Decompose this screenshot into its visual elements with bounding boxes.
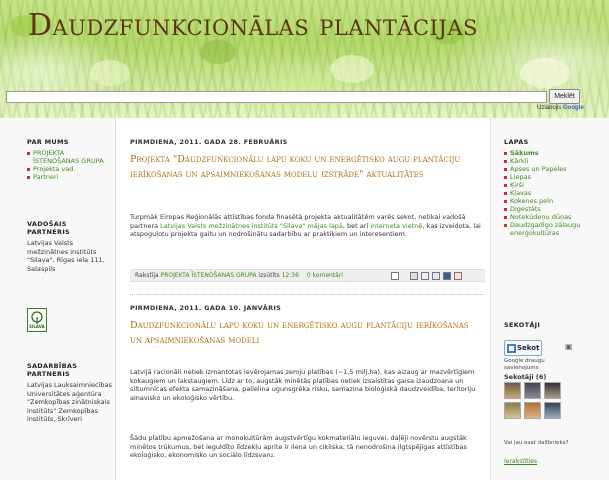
footer-comments-link[interactable]: 0 komentāri xyxy=(306,272,343,279)
about-title: PAR MUMS xyxy=(27,138,69,146)
page-link-home[interactable]: Sākums xyxy=(504,149,604,157)
leaf-decoration xyxy=(90,60,130,86)
left-sidebar xyxy=(0,118,116,480)
post-body-link[interactable]: interneta vietnē xyxy=(370,221,423,230)
post-body-text: , bet arī xyxy=(342,221,371,230)
footer-mid: izsūtīts xyxy=(258,272,280,279)
follow-button[interactable] xyxy=(504,340,542,356)
site-title[interactable]: Daudzfunkcionālas plantācijas xyxy=(28,8,478,43)
footer-time-link[interactable]: 12:36 xyxy=(281,272,299,279)
partners-section xyxy=(27,362,112,424)
post-body-text: Turpmāk Eiropas Reģionālās attīstības fonda finasētā projekta aktualitātēm varēs sekot, netikai vadošā partnera xyxy=(130,213,466,230)
search-button[interactable]: Meklēt xyxy=(549,89,580,104)
page-link-maples[interactable]: Kļavas xyxy=(504,189,604,197)
follow-label: Sekot xyxy=(517,344,540,352)
footer-prefix: Rakstīja xyxy=(135,272,159,279)
leaf-decoration xyxy=(200,40,236,64)
partners-text: Latvijas Lauksaimniecības Universitātes aģentūra "Zemkopības zinātniskais institūts" Zemkopības institūts, Skrīveri xyxy=(27,381,112,423)
about-section xyxy=(27,138,112,181)
pages-section xyxy=(504,138,604,237)
post-date: PIRMDIENA, 2011. GADA 28. FEBRUĀRIS xyxy=(130,138,288,146)
page-link-willows[interactable]: Kārkli xyxy=(504,157,604,165)
footer-author-link[interactable]: PROJEKTA ĪSTENOŠANAS GRUPA xyxy=(160,272,257,279)
follow-caption: Google draugu savienojums xyxy=(504,358,545,371)
share-email-icon[interactable] xyxy=(421,272,429,280)
follower-avatar[interactable] xyxy=(544,402,561,419)
post-title[interactable]: Daudzfunkcionālu lapu koku un enerģētisko augu plantāciju ierīkošanas un apsaimniekošanas modeļi xyxy=(130,320,469,346)
sign-in-link[interactable]: Ierakstīties xyxy=(504,458,538,465)
right-sidebar xyxy=(490,118,609,480)
about-item-manager[interactable]: Projekta vad. xyxy=(27,165,112,173)
followers-count: Sekotāji (6) xyxy=(504,373,547,381)
post-paragraph: Šādu platību apmežošana ar monokultūrām augstvērtīgu kokmateriālu ieguvei, daļēji novērstu augstāk minētos trūkumus, bet ieguldīto līdzekļu aprite ir ilena un cikliska, tā nenodrošina ilgtspējīgas attīstības ekoloģisko, ekonomisko un sociālo līdzsvaru. xyxy=(130,434,467,459)
about-item-group[interactable]: PROJEKTA ĪSTENOŠANAS GRUPA xyxy=(27,149,112,165)
pages-title: LAPAS xyxy=(504,138,529,146)
buzz-icon[interactable] xyxy=(454,272,462,280)
partners-title: SADARBĪBAS PARTNERIS xyxy=(27,362,78,378)
follower-avatar[interactable] xyxy=(544,382,561,399)
leaf-decoration xyxy=(330,55,374,83)
post-divider xyxy=(130,294,485,295)
post-paragraph: Latvijā racionāli netiek izmantotas ievērojamas zemju platības (~1,5 milj.ha), kas aizaug ar mazvērtīgiem kokaugiem un lakstaugiem. Līdz ar to, augstāk minētās platības netiek izsaistītas gaisa izaudzoana un siltumnīcas efekta samazināšana, palielina ugunsgrēka risku, samazina bioloģiskā daudzveidība, teritoriju ainavisko un ekoloģisko vērtību. xyxy=(130,368,476,402)
member-question: Vai jau esat dalībnieks? xyxy=(504,440,569,446)
follower-avatar[interactable] xyxy=(504,402,521,419)
page-link-lindens[interactable]: Liepas xyxy=(504,173,604,181)
google-logo-text: Google xyxy=(563,105,584,111)
page-link-cherries[interactable]: Ķirši xyxy=(504,181,604,189)
blog-this-icon[interactable] xyxy=(410,272,418,280)
page-link-grasses[interactable]: Daudzgadīgo zālaugu enerģokultūras xyxy=(504,221,604,237)
leaf-decoration xyxy=(520,58,570,88)
header-banner xyxy=(0,0,609,118)
post-body-text: , kas izveidota, lai atspoguļotu projekta gaitu un nodrošinātu sadarbību ar praktiķiem un interesentiem. xyxy=(130,221,481,238)
pages-list xyxy=(504,149,604,237)
follower-avatar[interactable] xyxy=(524,382,541,399)
widget-corner-icon[interactable]: ▣ xyxy=(565,342,573,351)
about-list xyxy=(27,149,112,181)
post-date: PIRMDIENA, 2011. GADA 10. JANVĀRIS xyxy=(130,304,282,312)
post-body-link[interactable]: Latvijas Valsts mežzinātnes institūts "Silava" mājas lapā xyxy=(160,221,343,230)
page-link-aspens[interactable]: Apses un Papeles xyxy=(504,165,604,173)
follower-avatar[interactable] xyxy=(504,382,521,399)
page-link-sludge[interactable]: Notekūdeņu dūņas xyxy=(504,213,604,221)
lead-partner-text: Latvijas Valsts mežzinātnes institūts "Silava", Rīgas iela 111, Salaspils xyxy=(27,239,105,273)
powered-by xyxy=(537,105,584,111)
silava-logo[interactable] xyxy=(27,308,47,332)
post-title[interactable]: Projekta "Daudzfunkcionālu lapu koku un enerģētisko augu plantāciju ierīkošanas un apsaimniekošanas modeļu izstrāde" aktualitātes xyxy=(130,154,461,180)
main-content xyxy=(117,118,489,480)
page-link-wood-ash[interactable]: Kokenes peln xyxy=(504,197,604,205)
page-link-digestate[interactable]: Digestāts xyxy=(504,205,604,213)
logo-label: SILAVA xyxy=(29,324,45,329)
search-input[interactable] xyxy=(6,91,547,103)
powered-prefix: Uzlabojis xyxy=(537,105,562,111)
post-body xyxy=(130,213,485,239)
follower-avatar[interactable] xyxy=(524,402,541,419)
google-friend-icon xyxy=(507,344,516,353)
post-footer xyxy=(130,269,485,282)
about-item-partners[interactable]: Partneri xyxy=(27,173,112,181)
twitter-icon[interactable] xyxy=(432,272,440,280)
followers-title: SEKOTĀJI xyxy=(504,321,541,329)
lead-partner-section xyxy=(27,220,112,273)
facebook-icon[interactable] xyxy=(443,272,451,280)
lead-partner-title: VADOŠAIS PARTNERIS xyxy=(27,220,71,236)
email-icon[interactable] xyxy=(391,272,399,280)
